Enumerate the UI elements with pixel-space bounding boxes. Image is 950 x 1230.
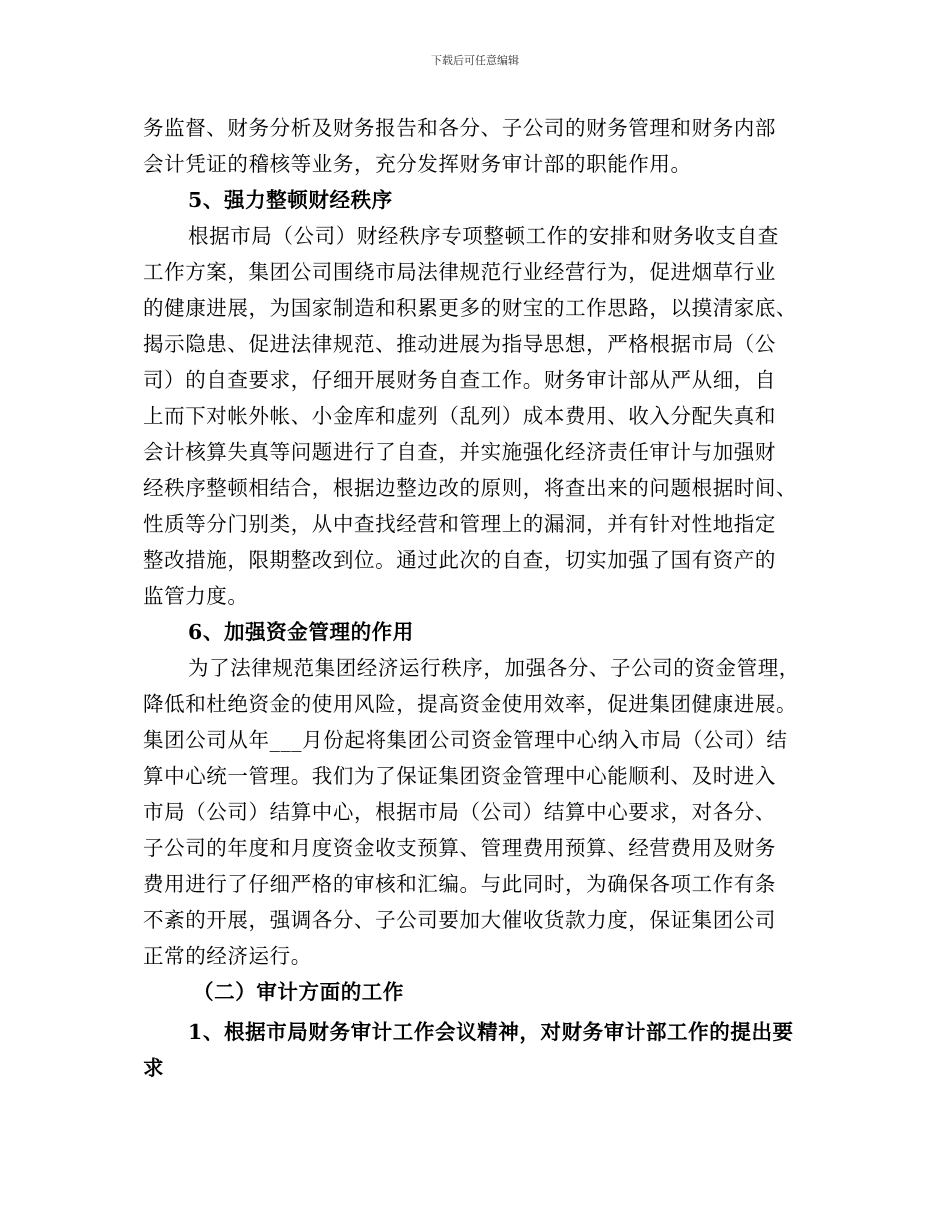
paragraph-line: 为了法律规范集团经济运行秩序，加强各分、子公司的资金管理， — [188, 656, 800, 680]
paragraph-line: 上而下对帐外帐、小金库和虚列（乱列）成本费用、收入分配失真和 — [143, 404, 776, 428]
section-heading-1: 1、根据市局财务审计工作会议精神，对财务审计部工作的提出要 — [188, 1020, 794, 1044]
section-heading-6: 6、加强资金管理的作用 — [188, 620, 414, 644]
paragraph-line: 务监督、财务分析及财务报告和各分、子公司的财务管理和财务内部 — [143, 116, 776, 140]
section-heading-audit: （二）审计方面的工作 — [193, 980, 404, 1004]
paragraph-line: 工作方案，集团公司围绕市局法律规范行业经营行为，促进烟草行业 — [143, 260, 776, 284]
paragraph-line: 监管力度。 — [143, 584, 249, 608]
paragraph-line: 整改措施，限期整改到位。通过此次的自查，切实加强了国有资产的 — [143, 548, 776, 572]
paragraph-line: 费用进行了仔细严格的审核和汇编。与此同时，为确保各项工作有条 — [143, 872, 776, 896]
paragraph-line: 的健康进展，为国家制造和积累更多的财宝的工作思路，以摸清家底、 — [143, 296, 798, 320]
paragraph-line: 算中心统一管理。我们为了保证集团资金管理中心能顺利、及时进入 — [143, 764, 776, 788]
paragraph-line: 降低和杜绝资金的使用风险，提高资金使用效率，促进集团健康进展。 — [143, 692, 798, 716]
paragraph-line: 不紊的开展，强调各分、子公司要加大催收货款力度，保证集团公司 — [143, 908, 776, 932]
paragraph-line: 经秩序整顿相结合，根据边整边改的原则，将查出来的问题根据时间、 — [143, 476, 798, 500]
section-heading-5: 5、强力整顿财经秩序 — [188, 188, 393, 212]
paragraph-line: 市局（公司）结算中心，根据市局（公司）结算中心要求，对各分、 — [143, 800, 776, 824]
paragraph-line: 司）的自查要求，仔细开展财务自查工作。财务审计部从严从细，自 — [143, 368, 776, 392]
paragraph-line: 会计核算失真等问题进行了自查，并实施强化经济责任审计与加强财 — [143, 440, 776, 464]
page-header-note: 下载后可任意编辑 — [431, 54, 519, 67]
paragraph-line: 会计凭证的稽核等业务，充分发挥财务审计部的职能作用。 — [143, 152, 692, 176]
paragraph-line: 根据市局（公司）财经秩序专项整顿工作的安排和财务收支自查 — [188, 224, 779, 248]
paragraph-line: 性质等分门别类，从中查找经营和管理上的漏洞，并有针对性地指定 — [143, 512, 776, 536]
section-heading-1-continued: 求 — [143, 1056, 165, 1080]
paragraph-line: 揭示隐患、促进法律规范、推动进展为指导思想，严格根据市局（公 — [143, 332, 776, 356]
paragraph-line: 子公司的年度和月度资金收支预算、管理费用预算、经营费用及财务 — [143, 836, 776, 860]
document-body — [143, 110, 823, 1086]
paragraph-line: 正常的经济运行。 — [143, 944, 312, 968]
paragraph-line: 集团公司从年___月份起将集团公司资金管理中心纳入市局（公司）结 — [143, 728, 788, 752]
